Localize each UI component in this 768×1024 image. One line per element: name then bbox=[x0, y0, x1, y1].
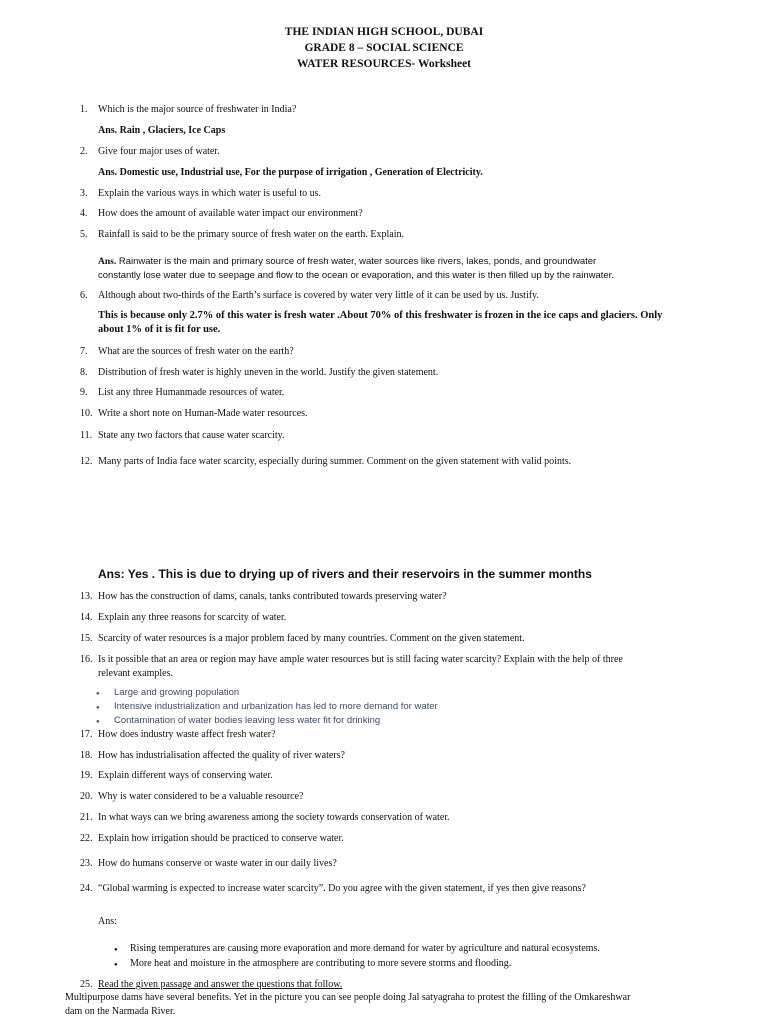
question-text: Give four major uses of water. bbox=[98, 146, 220, 157]
question-5 bbox=[80, 228, 680, 242]
question-text: Read the given passage and answer the questions that follow. bbox=[98, 979, 343, 990]
question-number: 19. bbox=[80, 770, 93, 781]
question-text: What are the sources of fresh water on the earth? bbox=[98, 346, 294, 357]
question-number: 12. bbox=[80, 456, 93, 467]
answer-5-line-2: constantly lose water due to seepage and flow to the ocean or evaporation, and this water is then filled up by the rainwater. bbox=[98, 270, 614, 281]
school-name: THE INDIAN HIGH SCHOOL, DUBAI bbox=[284, 26, 484, 38]
question-text: How do humans conserve or waste water in our daily lives? bbox=[98, 858, 337, 869]
question-number: 6. bbox=[80, 290, 88, 301]
question-number: 23. bbox=[80, 858, 93, 869]
question-number: 3. bbox=[80, 188, 88, 199]
question-number: 9. bbox=[80, 387, 88, 398]
question-number: 18. bbox=[80, 750, 93, 761]
question-number: 21. bbox=[80, 812, 93, 823]
question-4 bbox=[80, 207, 680, 221]
question-text: How has the construction of dams, canals, tanks contributed towards preserving water? bbox=[98, 591, 447, 602]
passage-line-1: Multipurpose dams have several benefits. Yet in the picture you can see people doing Jal satyagraha to protest the filling of the Omkareshwar bbox=[65, 992, 631, 1003]
answer-5-line-1: Rainwater is the main and primary source of fresh water, water sources like rivers, lakes, ponds, and groundwater bbox=[116, 256, 597, 267]
answer-label: Ans. bbox=[98, 257, 117, 267]
question-20 bbox=[80, 790, 680, 804]
question-text: Distribution of fresh water is highly uneven in the world. Justify the given statement. bbox=[98, 367, 439, 378]
answer-24-bullet: ● Rising temperatures are causing more evaporation and more demand for water by agriculture and natural ecosystems. bbox=[130, 942, 600, 956]
answer-6-line-1: This is because only 2.7% of this water is fresh water .About 70% of this freshwater is frozen in the ice caps and glaciers. Only bbox=[98, 310, 663, 321]
question-24 bbox=[80, 882, 680, 896]
question-10 bbox=[80, 407, 680, 421]
question-23 bbox=[80, 857, 680, 871]
question-14 bbox=[80, 611, 680, 625]
question-text bbox=[98, 653, 680, 681]
question-number: 16. bbox=[80, 654, 93, 665]
question-17 bbox=[80, 728, 680, 742]
question-text: State any two factors that cause water scarcity. bbox=[98, 430, 285, 441]
question-16-line-1: Is it possible that an area or region may have ample water resources but is still facing water scarcity? Explain with the help of three bbox=[98, 654, 623, 665]
question-text: Explain different ways of conserving water. bbox=[98, 770, 273, 781]
question-25 bbox=[80, 978, 680, 992]
question-9 bbox=[80, 386, 680, 400]
question-text: How does industry waste affect fresh water? bbox=[98, 729, 276, 740]
question-number: 15. bbox=[80, 633, 93, 644]
question-text: Although about two-thirds of the Earth’s surface is covered by water very little of it can be used by us. Justify. bbox=[98, 290, 539, 301]
answer-16-bullet: ● Contamination of water bodies leaving less water fit for drinking bbox=[114, 714, 380, 728]
answer-5 bbox=[98, 255, 698, 283]
question-number: 22. bbox=[80, 833, 93, 844]
passage bbox=[65, 991, 725, 1018]
question-number: 14. bbox=[80, 612, 93, 623]
answer-12: Ans: Yes . This is due to drying up of rivers and their reservoirs in the summer months bbox=[98, 567, 592, 581]
answer-2: Ans. Domestic use, Industrial use, For the purpose of irrigation , Generation of Electricity. bbox=[98, 167, 483, 178]
question-12 bbox=[80, 455, 680, 469]
question-text: Many parts of India face water scarcity, especially during summer. Comment on the given statement with valid points. bbox=[98, 456, 572, 467]
question-number: 10. bbox=[80, 408, 93, 419]
question-text: List any three Humanmade resources of water. bbox=[98, 387, 285, 398]
grade-subject: GRADE 8 – SOCIAL SCIENCE bbox=[304, 42, 464, 54]
question-number: 4. bbox=[80, 208, 88, 219]
question-number: 7. bbox=[80, 346, 88, 357]
question-18 bbox=[80, 749, 680, 763]
question-number: 1. bbox=[80, 104, 88, 115]
question-7 bbox=[80, 345, 680, 359]
question-text: Write a short note on Human-Made water resources. bbox=[98, 408, 308, 419]
question-number: 25. bbox=[80, 979, 93, 990]
question-number: 17. bbox=[80, 729, 93, 740]
question-text: Explain any three reasons for scarcity of water. bbox=[98, 612, 287, 623]
question-number: 20. bbox=[80, 791, 93, 802]
question-6 bbox=[80, 289, 680, 303]
question-16-line-2: relevant examples. bbox=[98, 668, 173, 679]
question-number: 24. bbox=[80, 883, 93, 894]
question-number: 2. bbox=[80, 146, 88, 157]
answer-1: Ans. Rain , Glaciers, Ice Caps bbox=[98, 125, 226, 136]
worksheet-title: WATER RESOURCES- Worksheet bbox=[296, 58, 472, 70]
question-15 bbox=[80, 632, 680, 646]
answer-6 bbox=[98, 309, 698, 337]
question-text: In what ways can we bring awareness among the society towards conservation of water. bbox=[98, 812, 450, 823]
question-number: 5. bbox=[80, 229, 88, 240]
question-text: How does the amount of available water impact our environment? bbox=[98, 208, 363, 219]
question-21 bbox=[80, 811, 680, 825]
question-11 bbox=[80, 429, 680, 443]
question-text: Explain how irrigation should be practiced to conserve water. bbox=[98, 833, 344, 844]
answer-16-bullet: ● Intensive industrialization and urbanization has led to more demand for water bbox=[114, 700, 438, 714]
answer-24-label: Ans: bbox=[98, 916, 117, 927]
question-text: How has industrialisation affected the quality of river waters? bbox=[98, 750, 345, 761]
question-text: Explain the various ways in which water is useful to us. bbox=[98, 188, 322, 199]
question-2 bbox=[80, 145, 680, 159]
question-text: Scarcity of water resources is a major problem faced by many countries. Comment on the given statement. bbox=[98, 633, 525, 644]
question-19 bbox=[80, 769, 680, 783]
question-number: 13. bbox=[80, 591, 93, 602]
question-text: “Global warming is expected to increase water scarcity”. Do you agree with the given statement, if yes then give reasons? bbox=[98, 883, 586, 894]
question-1 bbox=[80, 103, 680, 117]
question-13 bbox=[80, 590, 680, 604]
answer-24-bullet: ● More heat and moisture in the atmosphere are contributing to more severe storms and flooding. bbox=[130, 957, 511, 971]
passage-line-2: dam on the Narmada River. bbox=[65, 1005, 176, 1017]
question-text: Why is water considered to be a valuable resource? bbox=[98, 791, 304, 802]
question-8 bbox=[80, 366, 680, 380]
question-16 bbox=[80, 653, 680, 681]
answer-16-bullet: ● Large and growing population bbox=[114, 686, 239, 700]
question-number: 8. bbox=[80, 367, 88, 378]
answer-6-line-2: about 1% of it is fit for use. bbox=[98, 324, 221, 335]
question-text: Which is the major source of freshwater in India? bbox=[98, 104, 297, 115]
question-text: Rainfall is said to be the primary source of fresh water on the earth. Explain. bbox=[98, 229, 405, 240]
question-22 bbox=[80, 832, 680, 846]
question-number: 11. bbox=[80, 430, 93, 441]
question-3 bbox=[80, 187, 680, 201]
